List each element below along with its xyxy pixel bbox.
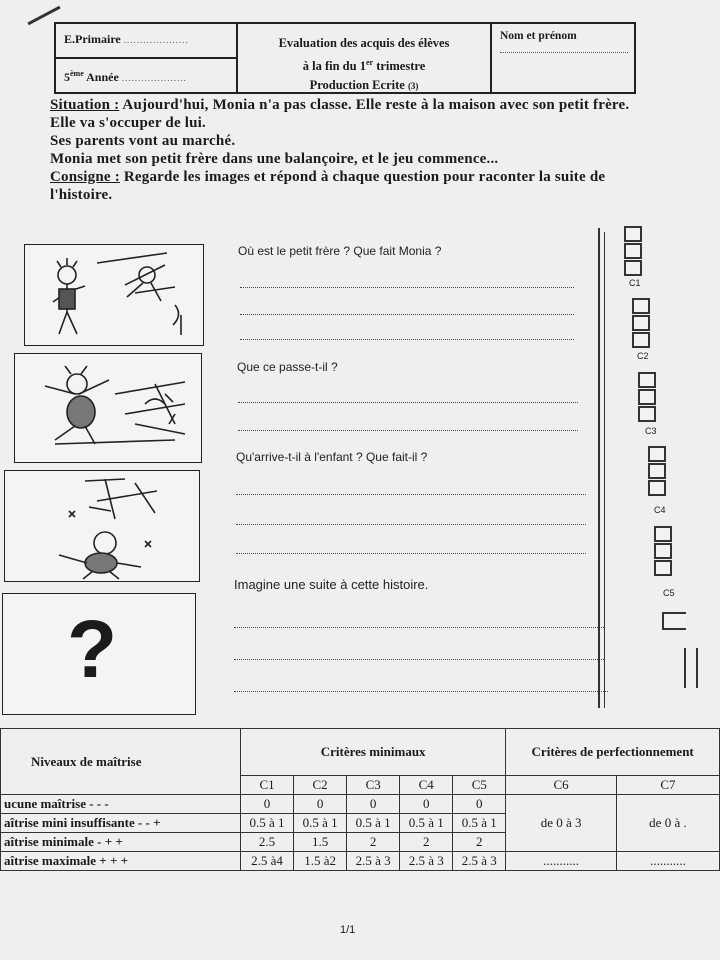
name-dotline bbox=[500, 52, 628, 53]
header-title bbox=[238, 24, 492, 92]
minimaux-header: Critères minimaux bbox=[241, 729, 506, 776]
c7-cell: de 0 à . bbox=[616, 795, 719, 852]
grade-row bbox=[56, 59, 236, 92]
table-row bbox=[1, 852, 720, 871]
swing-illustration bbox=[25, 245, 203, 345]
question-3: Qu'arrive-t-il à l'enfant ? Que fait-il ? bbox=[236, 450, 428, 464]
margin-line-thin bbox=[604, 232, 605, 708]
situation-block bbox=[50, 96, 630, 204]
question-mark-text: ? bbox=[67, 604, 118, 695]
col-header: C7 bbox=[616, 776, 719, 795]
title-line2-sup: er bbox=[365, 58, 374, 67]
score-box[interactable] bbox=[648, 463, 666, 479]
cell: 0.5 à 1 bbox=[453, 814, 506, 833]
cell: 0 bbox=[241, 795, 294, 814]
answer-line[interactable] bbox=[234, 691, 608, 692]
consigne-label: Consigne : bbox=[50, 169, 120, 185]
grade-sup: ème bbox=[70, 69, 84, 78]
cell: 2 bbox=[453, 833, 506, 852]
cell: 1.5 à2 bbox=[294, 852, 347, 871]
situation-label: Situation : bbox=[50, 97, 120, 113]
c6-cell: de 0 à 3 bbox=[506, 795, 617, 852]
table-row bbox=[1, 795, 720, 814]
score-box[interactable] bbox=[648, 480, 666, 496]
col-header: C2 bbox=[294, 776, 347, 795]
situation-text3: Monia met son petit frère dans une balançoire, et le jeu commence... bbox=[50, 151, 499, 167]
answer-line[interactable] bbox=[236, 524, 586, 525]
title-line2-pre: à la fin du 1 bbox=[302, 59, 366, 74]
cell: 2.5 à 3 bbox=[453, 852, 506, 871]
answer-line[interactable] bbox=[240, 287, 574, 288]
answer-line[interactable] bbox=[240, 339, 574, 340]
question-4: Imagine une suite à cette histoire. bbox=[234, 577, 429, 592]
cell: 0 bbox=[347, 795, 400, 814]
question-2: Que ce passe-t-il ? bbox=[237, 360, 338, 374]
criterion-label-c4: C4 bbox=[654, 505, 666, 515]
col-header: C4 bbox=[400, 776, 453, 795]
row-label: aîtrise mini insuffisante - - + bbox=[1, 814, 241, 833]
blank-cell[interactable]: ........... bbox=[616, 852, 719, 871]
cell: 2.5 à 3 bbox=[400, 852, 453, 871]
picture-fall bbox=[14, 353, 202, 463]
criterion-label-c2: C2 bbox=[637, 351, 649, 361]
school-row bbox=[56, 24, 236, 59]
name-label: Nom et prénom bbox=[500, 30, 577, 42]
title-line2 bbox=[238, 53, 490, 76]
situation-text2: Ses parents vont au marché. bbox=[50, 133, 236, 149]
score-box[interactable] bbox=[638, 389, 656, 405]
answer-line[interactable] bbox=[240, 314, 574, 315]
question-1: Où est le petit frère ? Que fait Monia ? bbox=[238, 244, 442, 258]
margin-mark bbox=[684, 648, 698, 688]
picture-cry bbox=[4, 470, 200, 582]
school-label: E.Primaire bbox=[64, 32, 121, 46]
title-line2-post: trimestre bbox=[373, 59, 426, 74]
grading-table bbox=[0, 728, 720, 871]
table-header-row bbox=[1, 729, 720, 776]
title-line3 bbox=[238, 76, 490, 96]
score-box[interactable] bbox=[632, 315, 650, 331]
grade-number: 5 bbox=[64, 70, 70, 84]
cell: 2.5 bbox=[241, 833, 294, 852]
score-box[interactable] bbox=[632, 298, 650, 314]
situation-text1: Aujourd'hui, Monia n'a pas classe. Elle reste à la maison avec son petit frère. Elle va s'occuper de lui. bbox=[50, 97, 630, 131]
criterion-label-c5: C5 bbox=[663, 588, 675, 598]
perfection-header: Critères de perfectionnement bbox=[506, 729, 720, 776]
score-box[interactable] bbox=[624, 260, 642, 276]
col-header: C1 bbox=[241, 776, 294, 795]
header-left bbox=[56, 24, 238, 92]
page-number: 1/1 bbox=[340, 924, 356, 936]
title-line1: Evaluation des acquis des élèves bbox=[278, 36, 450, 50]
cell: 0.5 à 1 bbox=[241, 814, 294, 833]
col-header: C5 bbox=[453, 776, 506, 795]
title-line3-text: Production Ecrite bbox=[309, 78, 405, 93]
school-dots: .................... bbox=[123, 35, 189, 45]
score-box[interactable] bbox=[654, 543, 672, 559]
margin-line bbox=[598, 228, 600, 708]
consigne-text: Regarde les images et répond à chaque question pour raconter la suite de l'histoire. bbox=[50, 169, 606, 203]
title-line3-num: (3) bbox=[407, 81, 419, 92]
cell: 0 bbox=[453, 795, 506, 814]
col-header: C3 bbox=[347, 776, 400, 795]
score-box[interactable] bbox=[654, 526, 672, 542]
score-box[interactable] bbox=[624, 226, 642, 242]
cell: 0 bbox=[400, 795, 453, 814]
criterion-label-c1: C1 bbox=[629, 278, 641, 288]
grade-dots: .................... bbox=[121, 73, 187, 83]
cry-illustration bbox=[5, 471, 199, 581]
answer-line[interactable] bbox=[238, 402, 578, 403]
score-box[interactable] bbox=[624, 243, 642, 259]
cell: 2.5 à4 bbox=[241, 852, 294, 871]
answer-line[interactable] bbox=[234, 627, 604, 628]
score-box[interactable] bbox=[638, 406, 656, 422]
col-header: C6 bbox=[506, 776, 617, 795]
score-box[interactable] bbox=[662, 612, 686, 630]
cell: 0.5 à 1 bbox=[400, 814, 453, 833]
row-label: aîtrise minimale - + + bbox=[1, 833, 241, 852]
answer-line[interactable] bbox=[236, 494, 586, 495]
row-label: aîtrise maximale + + + bbox=[1, 852, 241, 871]
answer-line[interactable] bbox=[234, 659, 604, 660]
header-box bbox=[54, 22, 636, 94]
cell: 2 bbox=[400, 833, 453, 852]
score-box[interactable] bbox=[638, 372, 656, 388]
cell: 0.5 à 1 bbox=[294, 814, 347, 833]
picture-question bbox=[2, 593, 196, 715]
picture-swing bbox=[24, 244, 204, 346]
score-box[interactable] bbox=[654, 560, 672, 576]
cell: 2 bbox=[347, 833, 400, 852]
row-label: ucune maîtrise - - - bbox=[1, 795, 241, 814]
score-box[interactable] bbox=[648, 446, 666, 462]
answer-line[interactable] bbox=[236, 553, 586, 554]
criterion-label-c3: C3 bbox=[645, 426, 657, 436]
grade-label: Année bbox=[86, 70, 119, 84]
cell: 2.5 à 3 bbox=[347, 852, 400, 871]
cell: 0 bbox=[294, 795, 347, 814]
answer-line[interactable] bbox=[238, 430, 578, 431]
cell: 0.5 à 1 bbox=[347, 814, 400, 833]
fall-illustration bbox=[15, 354, 201, 462]
niveaux-header: Niveaux de maîtrise bbox=[1, 729, 241, 795]
header-name bbox=[494, 24, 634, 92]
blank-cell[interactable]: ........... bbox=[506, 852, 617, 871]
score-box[interactable] bbox=[632, 332, 650, 348]
cell: 1.5 bbox=[294, 833, 347, 852]
